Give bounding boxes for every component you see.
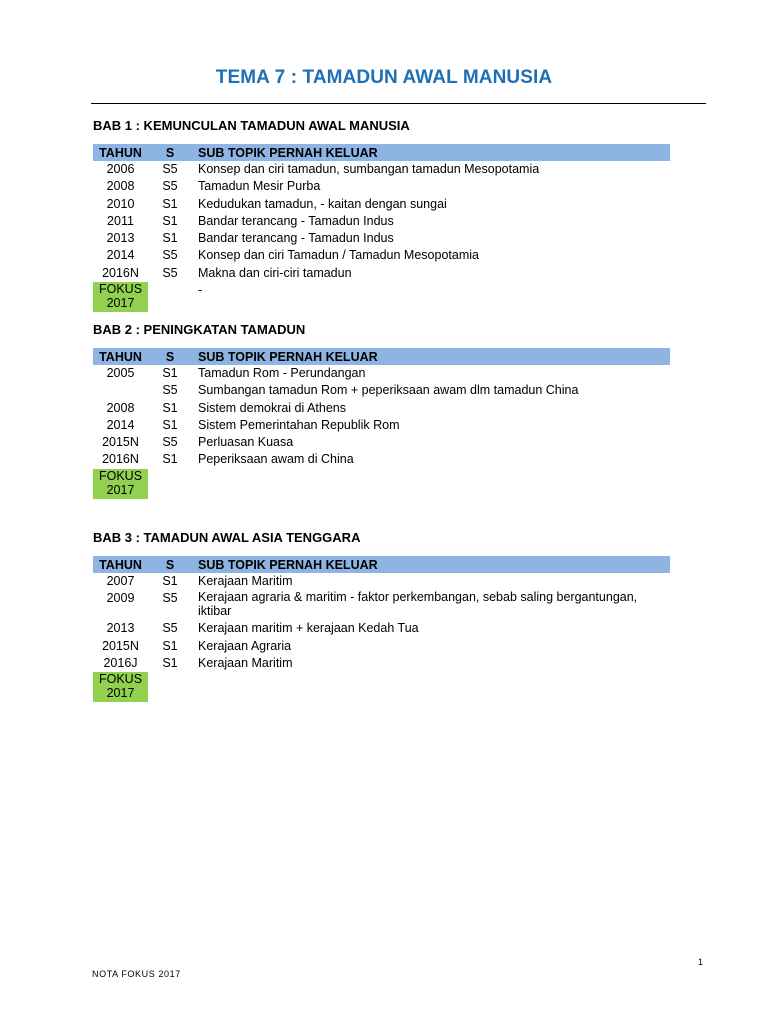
cell-tahun: 2014 [106,417,135,432]
fokus-topik: - [198,283,203,298]
cell-topik: Peperiksaan awam di China [198,452,354,467]
title-divider [91,103,706,104]
cell-tahun: 2008 [106,179,135,194]
cell-s: S1 [162,366,178,380]
cell-tahun: 2011 [107,213,134,228]
cell-s: S5 [162,621,178,636]
cell-s: S5 [162,265,178,280]
cell-tahun [93,382,148,399]
fokus-year: 2017 [106,296,135,311]
cell-topik: Kerajaan maritim + kerajaan Kedah Tua [198,621,419,636]
table-header-row [93,348,670,365]
table-row [93,590,670,620]
table-row [93,620,670,637]
bab-2-title: BAB 2 : PENINGKATAN TAMADUN [93,322,306,337]
bab-3-title: BAB 3 : TAMADUN AWAL ASIA TENGGARA [93,530,361,545]
cell-tahun: 2009 [106,591,135,606]
table-row [93,230,670,247]
header-topik: SUB TOPIK PERNAH KELUAR [192,556,670,573]
bab-1-title: BAB 1 : KEMUNCULAN TAMADUN AWAL MANUSIA [93,118,410,133]
cell-s: S5 [162,248,178,263]
fokus-topik [192,469,670,499]
cell-topik: Bandar terancang - Tamadun Indus [198,213,394,228]
page-title: TEMA 7 : TAMADUN AWAL MANUSIA [215,67,553,88]
fokus-year: 2017 [106,686,135,701]
cell-tahun: 2016J [103,655,138,670]
table-row [93,161,670,178]
cell-s: S1 [162,400,178,415]
table-row [93,417,670,434]
table-header-row [93,144,670,161]
table-row [93,451,670,468]
cell-s: S1 [162,417,178,432]
table-row [93,265,670,282]
fokus-row [93,469,670,499]
cell-tahun: 2007 [106,574,135,588]
footer-label: NOTA FOKUS 2017 [92,969,181,979]
section-bab-2 [93,322,670,499]
bab-3-table [93,556,670,702]
cell-tahun: 2005 [106,366,135,380]
cell-tahun: 2013 [106,231,135,246]
table-row [93,434,670,451]
cell-tahun: 2015N [102,638,139,653]
table-row [93,638,670,655]
cell-topik: Perluasan Kuasa [198,435,294,450]
table-row [93,178,670,195]
table-row [93,213,670,230]
cell-topik: Kerajaan Agraria [198,638,292,653]
cell-tahun: 2014 [106,248,135,263]
cell-s: S1 [162,574,178,588]
cell-topik: Kerajaan Maritim [198,574,293,588]
header-topik: SUB TOPIK PERNAH KELUAR [192,144,670,161]
section-bab-1 [93,118,670,312]
cell-topik: Bandar terancang - Tamadun Indus [198,231,394,246]
cell-topik: Konsep dan ciri tamadun, sumbangan tamadun Mesopotamia [198,162,540,176]
fokus-label: FOKUS [98,282,143,297]
table-row [93,196,670,213]
table-row [93,655,670,672]
cell-tahun: 2015N [102,435,139,450]
header-tahun: TAHUN [93,348,148,365]
table-row [93,382,670,399]
fokus-badge [93,672,148,702]
cell-topik: Kerajaan agraria & maritim - faktor perkembangan, sebab saling bergantungan, iktibar [198,590,638,619]
cell-s: S1 [162,655,178,670]
fokus-topik [192,672,670,702]
table-header-row [93,556,670,573]
cell-topik: Kerajaan Maritim [198,655,293,670]
cell-tahun: 2016N [102,452,139,467]
header-s: S [148,556,192,573]
fokus-row [93,672,670,702]
section-bab-3 [93,530,670,702]
cell-tahun: 2006 [106,162,135,176]
cell-topik: Makna dan ciri-ciri tamadun [198,265,352,280]
header-s: S [148,144,192,161]
fokus-badge [93,282,148,312]
table-row [93,247,670,264]
cell-s: S1 [162,231,178,246]
cell-topik: Tamadun Mesir Purba [198,179,321,194]
cell-s: S5 [162,383,178,398]
cell-s: S1 [162,452,178,467]
fokus-row [93,282,670,312]
cell-topik: Sumbangan tamadun Rom + peperiksaan awam dlm tamadun China [198,383,579,398]
bab-2-table [93,348,670,499]
bab-1-table [93,144,670,312]
table-row [93,573,670,590]
cell-topik: Sistem Pemerintahan Republik Rom [198,417,400,432]
cell-topik: Kedudukan tamadun, - kaitan dengan sungai [198,196,447,211]
cell-topik: Tamadun Rom - Perundangan [198,366,366,380]
page-number: 1 [698,957,704,967]
cell-s: S5 [162,435,178,450]
header-tahun: TAHUN [93,556,148,573]
cell-s: S1 [162,213,178,228]
header-tahun: TAHUN [93,144,148,161]
cell-tahun: 2008 [106,400,135,415]
cell-topik: Konsep dan ciri Tamadun / Tamadun Mesopotamia [198,248,479,263]
cell-tahun: 2010 [106,196,135,211]
fokus-label: FOKUS [98,468,143,483]
header-s: S [148,348,192,365]
fokus-label: FOKUS [98,672,143,687]
table-row [93,365,670,382]
cell-s: S1 [162,196,178,211]
cell-tahun: 2016N [102,265,139,280]
cell-topik: Sistem demokrai di Athens [198,400,346,415]
header-topik: SUB TOPIK PERNAH KELUAR [192,348,670,365]
cell-tahun: 2013 [106,621,135,636]
cell-s: S5 [162,591,178,606]
table-row [93,400,670,417]
fokus-badge [93,469,148,499]
cell-s: S1 [162,638,178,653]
cell-s: S5 [162,162,178,176]
cell-s: S5 [162,179,178,194]
fokus-year: 2017 [106,482,135,497]
